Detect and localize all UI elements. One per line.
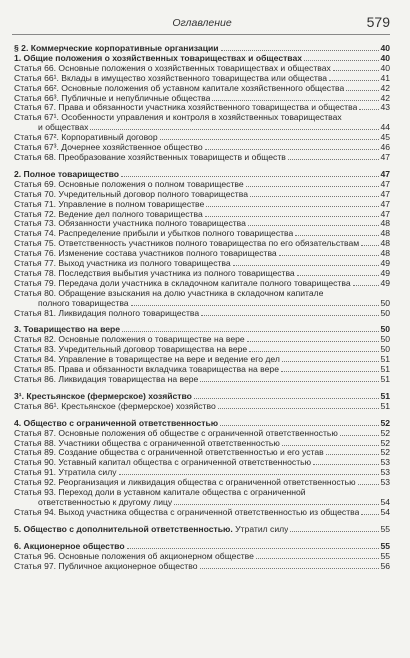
toc-entry-label: Статья 79. Передача доли участника в складочном капитале полного товарищества	[14, 278, 351, 288]
toc-entry[interactable]	[14, 259, 390, 269]
toc-entry[interactable]	[14, 375, 390, 385]
toc-entry-page: 52	[380, 437, 390, 448]
toc-entry-page: 53	[380, 467, 390, 478]
toc-entry-continuation	[14, 299, 390, 309]
toc-entry-continuation-label: и обществах	[38, 123, 89, 133]
toc-entry[interactable]	[14, 239, 390, 249]
toc-heading-rest: Утратил силу	[232, 524, 289, 534]
toc-entry[interactable]	[14, 289, 390, 299]
toc-entry[interactable]	[14, 552, 390, 562]
leader-dots	[346, 90, 379, 91]
toc-entry-page: 52	[380, 447, 390, 458]
leader-dots	[119, 474, 380, 475]
leader-dots	[200, 381, 379, 382]
toc-entry-label: Статья 76. Изменение состава участников полного товарищества	[14, 249, 277, 259]
toc-entry-page: 46	[380, 142, 390, 153]
section-gap	[14, 535, 390, 542]
leader-dots	[218, 408, 380, 409]
toc-entry[interactable]	[14, 64, 390, 74]
toc-section-heading[interactable]	[14, 44, 390, 54]
header-rule	[12, 34, 390, 35]
leader-dots	[313, 464, 379, 465]
toc-entry-page: 51	[380, 400, 390, 411]
toc-entry-label: Статья 69. Основные положения о полном товариществе	[14, 179, 244, 189]
toc-entry-page: 53	[380, 457, 390, 468]
leader-dots	[250, 196, 379, 197]
toc-entry[interactable]	[14, 448, 390, 458]
toc-entry-label: Статья 89. Создание общества с ограниченной ответственностью и его устав	[14, 448, 324, 458]
page-header	[14, 14, 390, 34]
running-title: Оглавление	[172, 17, 232, 29]
toc-entry-page: 51	[380, 354, 390, 365]
toc-entry[interactable]	[14, 219, 390, 229]
leader-dots	[358, 484, 380, 485]
leader-dots	[282, 445, 380, 446]
toc-entry-page: 52	[380, 427, 390, 438]
toc-entry[interactable]	[14, 562, 390, 572]
toc-entry[interactable]	[14, 269, 390, 279]
section-gap	[14, 318, 390, 325]
toc-entry-page: 40	[380, 62, 390, 73]
leader-dots	[233, 265, 380, 266]
toc-entry-page: 44	[380, 122, 390, 133]
toc-entry[interactable]	[14, 365, 390, 375]
leader-dots	[295, 235, 379, 236]
toc-entry[interactable]	[14, 200, 390, 210]
toc-entry-page: 51	[380, 364, 390, 375]
toc-section-heading[interactable]	[14, 392, 390, 402]
leader-dots	[220, 425, 379, 426]
toc-section-heading[interactable]	[14, 419, 390, 429]
toc-entry-label	[14, 525, 288, 535]
toc-entry-page: 54	[380, 506, 390, 517]
toc-entry[interactable]	[14, 478, 390, 488]
leader-dots	[279, 255, 380, 256]
leader-dots	[329, 80, 379, 81]
leader-dots	[282, 361, 380, 362]
leader-dots	[206, 206, 379, 207]
toc-entry-page: 53	[380, 477, 390, 488]
leader-dots	[326, 454, 380, 455]
toc-entry[interactable]	[14, 439, 390, 449]
toc-entry-label: Статья 96. Основные положения об акционерном обществе	[14, 551, 254, 561]
toc-entry-page: 55	[380, 550, 390, 561]
toc-entry-page: 51	[380, 390, 390, 401]
toc-entry-label: 2. Полное товарищество	[14, 169, 119, 179]
toc-entry-label: Статья 85. Права и обязанности вкладчика товарищества на вере	[14, 365, 279, 375]
toc-entry-label: Статья 66³. Публичные и непубличные общества	[14, 93, 211, 103]
toc-entry-page: 47	[380, 198, 390, 209]
toc-entry-page: 45	[380, 132, 390, 143]
toc-section-heading[interactable]	[14, 542, 390, 552]
toc-entry[interactable]	[14, 190, 390, 200]
toc-entry-label: Статья 70. Учредительный договор полного товарищества	[14, 189, 248, 199]
leader-dots	[256, 558, 380, 559]
toc-entry-page: 50	[380, 324, 390, 335]
toc-entry-page: 48	[380, 228, 390, 239]
toc-entry-label: Статья 90. Уставный капитал общества с ограниченной ответственностью	[14, 458, 312, 468]
toc-entry-page: 55	[380, 523, 390, 534]
toc-entry-page: 47	[380, 188, 390, 199]
toc-entry[interactable]	[14, 229, 390, 239]
toc-section-heading[interactable]	[14, 525, 390, 535]
toc-entry-label: Статья 86. Ликвидация товарищества на вере	[14, 375, 199, 384]
toc-entry[interactable]	[14, 335, 390, 345]
leader-dots	[353, 285, 380, 286]
leader-dots	[247, 341, 380, 342]
toc-entry-page: 49	[380, 258, 390, 269]
leader-dots	[122, 331, 379, 332]
toc-entry-label: Статья 74. Распределение прибыли и убытков полного товарищества	[14, 229, 294, 239]
leader-dots	[304, 60, 379, 61]
leader-dots	[290, 531, 379, 532]
leader-dots	[221, 50, 380, 51]
toc-entry[interactable]	[14, 309, 390, 319]
toc-entry-label: Статья 92. Реорганизация и ликвидация общества с ограниченной ответственностью	[14, 478, 356, 488]
toc-entry[interactable]	[14, 133, 390, 143]
toc-entry[interactable]	[14, 345, 390, 355]
toc-entry[interactable]	[14, 74, 390, 84]
toc-entry[interactable]	[14, 508, 390, 518]
toc-entry-page: 48	[380, 218, 390, 229]
toc-entry-page: 41	[380, 72, 390, 83]
leader-dots	[246, 186, 380, 187]
leader-dots	[205, 149, 380, 150]
toc-entry[interactable]	[14, 143, 390, 153]
leader-dots	[205, 216, 380, 217]
leader-dots	[333, 70, 380, 71]
toc-heading-bold-part: 5. Общество с дополнительной ответственностью.	[14, 524, 233, 534]
toc-entry-label: Статья 68. Преобразование хозяйственных товариществ и обществ	[14, 152, 286, 162]
leader-dots	[201, 315, 379, 316]
section-gap	[14, 518, 390, 525]
toc-entry[interactable]	[14, 103, 390, 113]
section-gap	[14, 412, 390, 419]
leader-dots	[361, 514, 379, 515]
toc-entry-label: Статья 78. Последствия выбытия участника из полного товарищества	[14, 268, 295, 278]
toc-entry-label: 1. Общие положения о хозяйственных товариществах и обществах	[14, 53, 303, 63]
toc-entry-label: 3¹. Крестьянское (фермерское) хозяйство	[14, 391, 192, 401]
toc-entry-label: Статья 72. Ведение дел полного товарищества	[14, 209, 203, 219]
toc-entry-label: Статья 66. Основные положения о хозяйственных товариществах и обществах	[14, 63, 331, 73]
toc-entry-continuation-label: полного товарищества	[38, 298, 129, 308]
toc-entry-page: 50	[380, 307, 390, 318]
toc-entry-page: 47	[380, 168, 390, 179]
toc-entry-page: 50	[380, 334, 390, 345]
toc-entry-page: 52	[380, 417, 390, 428]
toc-entry-label: Статья 81. Ликвидация полного товарищества	[14, 308, 200, 318]
leader-dots	[359, 109, 379, 110]
toc-entry-label: Статья 73. Обязанности участника полного товарищества	[14, 219, 246, 229]
toc-entry-page: 51	[380, 374, 390, 384]
toc-entry[interactable]	[14, 249, 390, 259]
toc-entry-page: 50	[380, 344, 390, 355]
toc-entry-label: Статья 67. Права и обязанности участника хозяйственного товарищества и общества	[14, 103, 358, 113]
leader-dots	[160, 139, 380, 140]
toc-entry-label: Статья 84. Управление в товариществе на вере и ведение его дел	[14, 355, 280, 365]
toc-entry[interactable]	[14, 402, 390, 412]
section-gap	[14, 163, 390, 170]
toc-entry-page: 49	[380, 267, 390, 278]
toc-entry-label: Статья 66¹. Вклады в имущество хозяйственного товарищества или общества	[14, 73, 328, 83]
toc-entry-page: 42	[380, 92, 390, 103]
toc-entry-page: 40	[380, 52, 390, 63]
toc-entry-continuation	[14, 123, 390, 133]
toc-entry-page: 48	[380, 238, 390, 249]
toc-entry-label: Статья 86¹. Крестьянское (фермерское) хозяйство	[14, 401, 216, 411]
toc-section-heading[interactable]	[14, 54, 390, 64]
toc-entry-label: Статья 97. Публичное акционерное общество	[14, 561, 198, 571]
toc-entry[interactable]	[14, 279, 390, 289]
toc-entry-page: 49	[380, 277, 390, 288]
toc-entry-label: Статья 87. Основные положения об обществе с ограниченной ответственностью	[14, 428, 338, 438]
toc-entry-continuation-label: ответственностью к другому лицу	[38, 497, 173, 507]
toc-entry-label: Статья 93. Переход доли в уставном капитале общества с ограниченной	[14, 488, 306, 498]
toc-entry-continuation	[14, 498, 390, 508]
toc-entry[interactable]	[14, 84, 390, 94]
toc-entry-page: 54	[380, 496, 390, 507]
toc-entry-label: Статья 67². Корпоративный договор	[14, 133, 158, 143]
leader-dots	[297, 275, 380, 276]
toc-entry[interactable]	[14, 468, 390, 478]
toc-entry-page: 47	[380, 208, 390, 219]
toc-entry[interactable]	[14, 458, 390, 468]
toc-entry-label: Статья 67¹. Особенности управления и контроля в хозяйственных товариществах	[14, 113, 342, 123]
toc-entry[interactable]	[14, 94, 390, 104]
toc-entry-page: 40	[380, 43, 390, 53]
leader-dots	[194, 398, 380, 399]
toc-entry-label: Статья 94. Выход участника общества с ограниченной ответственностью из общества	[14, 507, 360, 517]
toc-section-heading[interactable]	[14, 325, 390, 335]
section-gap	[14, 385, 390, 392]
toc-entry-label: 3. Товарищество на вере	[14, 325, 121, 335]
toc-entry[interactable]	[14, 355, 390, 365]
leader-dots	[131, 305, 380, 306]
toc-entry-page: 50	[380, 297, 390, 308]
toc-section-heading[interactable]	[14, 170, 390, 180]
toc-entry-page: 43	[380, 102, 390, 113]
toc-entry-label: Статья 66². Основные положения об уставном капитале хозяйственного общества	[14, 83, 345, 93]
toc-entry[interactable]	[14, 429, 390, 439]
leader-dots	[361, 245, 379, 246]
leader-dots	[200, 568, 380, 569]
toc-entry-page: 56	[380, 560, 390, 571]
leader-dots	[127, 548, 380, 549]
toc-entry-label: Статья 88. Участники общества с ограниченной ответственностью	[14, 438, 280, 448]
leader-dots	[281, 371, 379, 372]
leader-dots	[212, 100, 379, 101]
leader-dots	[90, 129, 379, 130]
toc-entry-label: Статья 80. Обращение взыскания на долю участника в складочном капитале	[14, 288, 324, 298]
toc-entry-label: Статья 83. Учредительный договор товарищества на вере	[14, 345, 248, 355]
toc-entry-label: Статья 91. Утратила силу	[14, 468, 117, 478]
toc-entry-page: 55	[380, 540, 390, 551]
toc-entry-label: Статья 82. Основные положения о товариществе на вере	[14, 335, 245, 345]
leader-dots	[248, 225, 380, 226]
toc-entry-page: 47	[380, 178, 390, 189]
page-number: 579	[366, 14, 390, 30]
toc-entry-page: 47	[380, 151, 390, 162]
toc-entry-label: Статья 67³. Дочернее хозяйственное общество	[14, 143, 203, 153]
toc-entry[interactable]	[14, 488, 390, 498]
leader-dots	[174, 504, 379, 505]
leader-dots	[340, 435, 380, 436]
toc-entry[interactable]	[14, 113, 390, 123]
toc-entry-label: § 2. Коммерческие корпоративные организации	[14, 44, 219, 53]
table-of-contents	[14, 40, 390, 571]
toc-entry-page: 48	[380, 248, 390, 259]
toc-entry-label: Статья 77. Выход участника из полного товарищества	[14, 259, 231, 269]
leader-dots	[121, 176, 379, 177]
leader-dots	[249, 351, 379, 352]
toc-entry-page: 42	[380, 82, 390, 93]
leader-dots	[288, 159, 380, 160]
toc-entry[interactable]	[14, 153, 390, 163]
toc-entry-label: 6. Акционерное общество	[14, 541, 125, 551]
toc-entry-label: 4. Общество с ограниченной ответственностью	[14, 418, 219, 428]
toc-entry-label: Статья 75. Ответственность участников полного товарищества по его обязательствам	[14, 239, 360, 249]
toc-entry[interactable]	[14, 180, 390, 190]
toc-entry-label: Статья 71. Управление в полном товариществе	[14, 199, 205, 209]
toc-entry[interactable]	[14, 210, 390, 220]
